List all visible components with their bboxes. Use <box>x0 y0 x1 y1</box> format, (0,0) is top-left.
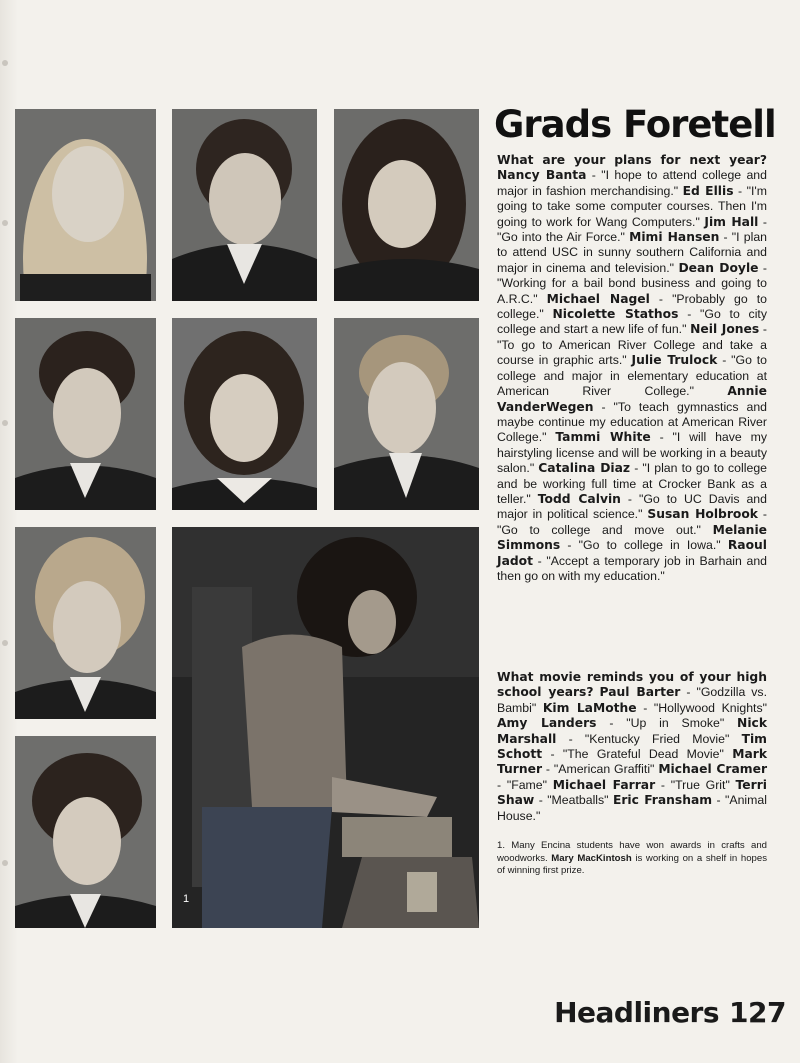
student-answer: - "Animal House." <box>497 793 767 823</box>
student-answer: - "Probably go to college." <box>497 291 768 322</box>
binder-hole <box>2 60 8 66</box>
student-name: Dean Doyle <box>678 260 759 275</box>
student-answer: - "I hope to attend college and major in fashion merchandising." <box>497 168 767 198</box>
student-name: Eric Fransham <box>612 793 713 808</box>
senior-portrait <box>172 109 317 301</box>
student-answer: - "Go to college and move out." <box>497 507 767 537</box>
student-answer: - "Go to UC Davis and major in political science." <box>497 491 767 522</box>
photo-number: 1 <box>183 893 190 905</box>
student-name: Todd Calvin <box>537 491 621 506</box>
movie-section <box>497 670 767 824</box>
student-name: Mark Turner <box>497 747 767 777</box>
student-name: Tim Schott <box>497 731 767 762</box>
senior-portrait <box>15 318 156 510</box>
plans-section <box>497 153 767 584</box>
senior-portrait <box>15 109 156 301</box>
student-answer: - "American Graffiti" <box>545 762 655 777</box>
student-name: Raoul Jadot <box>497 538 768 568</box>
student-answer: - "Accept a temporary job in Barhain and then go on with my education." <box>497 553 767 583</box>
student-name: Annie VanderWegen <box>497 384 767 414</box>
student-name: Catalina Diaz <box>538 461 631 476</box>
senior-portrait <box>172 318 317 510</box>
student-answer: - "Kentucky Fried Movie" <box>568 731 730 746</box>
senior-portrait <box>15 527 156 719</box>
student-answer: - "I plan to go to college and be working full time at Crocker Bank as a teller." <box>497 461 767 506</box>
student-name: Melanie Simmons <box>497 522 767 553</box>
student-answer: - "Go into the Air Force." <box>497 214 768 245</box>
student-answer: - "Godzilla vs. Bambi" <box>497 685 768 715</box>
binder-hole <box>2 860 8 866</box>
student-name: Tammi White <box>555 430 651 445</box>
page-number: 127 <box>729 996 786 1029</box>
student-name: Ed Ellis <box>682 183 734 198</box>
student-answer: - "Fame" <box>497 777 547 792</box>
question-heading: What are your plans for next year? <box>497 153 767 167</box>
woodworking-photo <box>172 527 479 928</box>
section-name: Headliners <box>554 996 720 1029</box>
student-name: Paul Barter <box>599 685 681 700</box>
student-name: Jim Hall <box>704 214 759 229</box>
binder-hole <box>2 220 8 226</box>
student-answer: - "I will have my hairstyling license and will be working in a beauty salon." <box>497 430 767 476</box>
senior-portrait <box>334 109 479 301</box>
caption-name: Mary MacKintosh <box>551 852 632 864</box>
student-answer: - "Go to college in Iowa." <box>567 538 721 553</box>
caption-lead: 1. Many Encina students have won awards in crafts and woodworks. <box>497 840 767 864</box>
page-title: Grads Foretell <box>494 103 776 146</box>
student-name: Neil Jones <box>690 322 760 337</box>
student-answer: - "Go to city college and start a new life of fun." <box>497 307 767 337</box>
student-answer: - "Hollywood Knights" <box>643 700 767 715</box>
student-answer: - "To go to American River College and take a course in graphic arts." <box>497 322 767 368</box>
student-answer: - "To teach gymnastics and maybe continue my education at American River College." <box>497 399 767 445</box>
student-name: Julie Trulock <box>631 353 718 368</box>
binder-hole <box>2 420 8 426</box>
student-answer: - "Meatballs" <box>538 793 609 808</box>
student-name: Kim LaMothe <box>542 700 637 715</box>
student-answer: - "True Grit" <box>660 777 730 792</box>
caption-rest: is working on a shelf in hopes of winning first prize. <box>497 852 768 876</box>
student-name: Michael Nagel <box>546 291 650 306</box>
student-name: Amy Landers <box>497 716 597 731</box>
student-name: Nick Marshall <box>497 716 768 746</box>
student-name: Michael Farrar <box>552 777 656 792</box>
senior-portrait <box>334 318 479 510</box>
binder-hole <box>2 640 8 646</box>
student-answer: - "The Grateful Dead Movie" <box>550 747 724 762</box>
student-name: Susan Holbrook <box>647 507 758 522</box>
student-answer: - "Go to college and major in elementary education at American River College." <box>497 353 768 399</box>
student-name: Terri Shaw <box>497 777 767 808</box>
student-name: Michael Cramer <box>658 762 768 777</box>
photo-caption <box>497 840 767 878</box>
senior-portrait <box>15 736 156 928</box>
student-answer: - "Working for a bail bond business and going to A.R.C." <box>497 260 768 306</box>
page-footer <box>554 996 786 1029</box>
student-answer: - "I plan to attend USC in sunny southern California and major in cinema and television." <box>497 230 768 275</box>
student-answer: - "Up in Smoke" <box>609 716 725 731</box>
student-name: Mimi Hansen <box>629 230 720 245</box>
student-answer: - "I'm going to take some computer courses. Then I'm going to work for Wang Computers." <box>497 183 767 229</box>
student-name: Nicolette Stathos <box>552 307 679 322</box>
student-name: Nancy Banta <box>497 168 587 183</box>
question-heading: What movie reminds you of your high school years? <box>497 670 767 700</box>
